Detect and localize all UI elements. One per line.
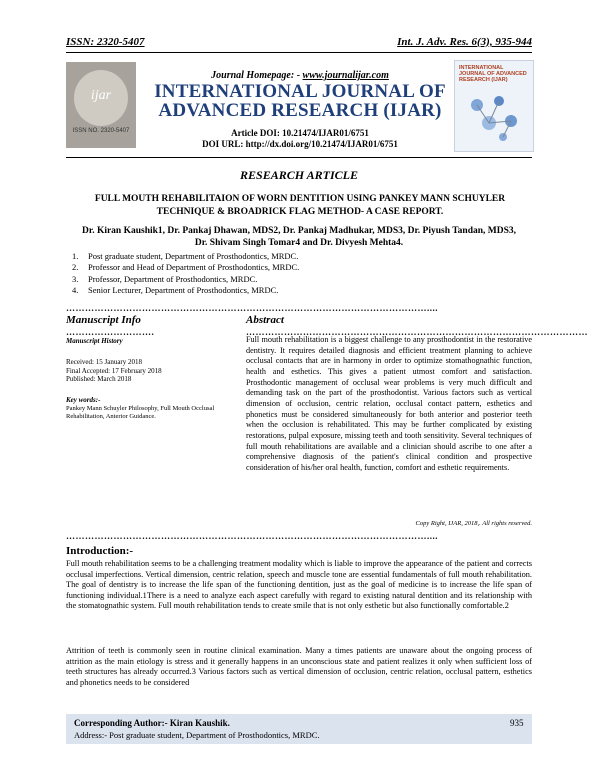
affiliation-item: 1. Post graduate student, Department of Prosthodontics, MRDC. [72,251,299,261]
article-doi: Article DOI: 10.21474/IJAR01/6751 [231,128,369,138]
manuscript-info-heading: Manuscript Info [66,314,141,326]
abstract-dots: ……………………………………………………………………………………………… [246,327,588,337]
section-divider: …………………………………………………………………………………………………….... [66,303,438,313]
affiliation-item: 2. Professor and Head of Department of Prosthodontics, MRDC. [72,262,300,273]
manuscript-history-label: Manuscript History [66,337,123,345]
authors-line-1: Dr. Kiran Kaushik1, Dr. Pankaj Dhawan, MDS2, Dr. Pankaj Madhukar, MDS3, Dr. Piyush Tandan, MDS3, [81,226,517,236]
published-date: Published: March 2018 [66,375,132,384]
affiliation-item: 4. Senior Lecturer, Department of Prosthodontics, MRDC. [72,284,279,295]
header-rule [66,52,532,53]
homepage-link[interactable]: www.journalijar.com [302,70,389,81]
article-title: FULL MOUTH REHABILITAION OF WORN DENTITION USING PANKEY MANN SCHUYLER TECHNIQUE & BROADRICK FLAG METHOD- A CASE REPORT. [94,194,506,217]
doi-url[interactable]: DOI URL: http://dx.doi.org/10.21474/IJAR01/6751 [202,139,398,150]
affiliations [72,251,532,296]
cover-title: INTERNATIONAL JOURNAL OF ADVANCED RESEARCH (IJAR) [459,65,527,84]
journal-title: INTERNATIONAL JOURNAL OF ADVANCED RESEARCH (IJAR) [154,81,446,121]
manuscript-dots: ………………………. [66,327,155,337]
abstract-heading: Abstract [246,314,284,326]
keywords-label: Key words:- [66,396,101,404]
logo-text: ijar [90,88,112,103]
logo-issn: ISSN NO. 2320-5407 [72,128,130,134]
page-number: 935 [510,718,524,728]
molecule-graphic-icon [465,91,523,143]
corresponding-author: Corresponding Author:- Kiran Kaushik. [74,718,230,728]
journal-homepage [150,70,450,81]
section-divider: …………………………………………………………………………………………………….... [66,531,438,541]
homepage-label: Journal Homepage: - [211,70,301,81]
logo-emblem-icon [74,70,128,126]
citation-header: Int. J. Adv. Res. 6(3), 935-944 [397,36,532,48]
introduction-heading: Introduction:- [66,545,134,557]
journal-cover-image [454,60,534,152]
authors [66,225,532,250]
received-date: Received: 15 January 2018 [66,357,143,366]
doi-block [150,128,450,151]
keywords: Pankey Mann Schuyler Philosophy, Full Mouth Occlusal Rehabilitation, Anterior Guidance. [66,404,215,420]
ijar-logo [66,62,136,148]
intro-paragraph-2: Attrition of teeth is commonly seen in routine clinical examination. Many a times patients are unaware about the ongoing process of attrition as the main etiology is stress and it generally happens in an unconscious state and patient realizes it only when sufficient loss of teeth structures has already occurred.3 Various factors such as vertical dimension of occlusion, centric relation, occlusal pattern, esthetics and phonetics needs to be considered [66,646,532,687]
author-address: Address:- Post graduate student, Department of Prosthodontics, MRDC. [74,730,320,740]
article-type: RESEARCH ARTICLE [240,168,358,182]
affiliation-item: 3. Professor, Department of Prosthodontics, MRDC. [72,273,258,284]
abstract-text: Full mouth rehabilitation is a biggest challenge to any prosthodontist in the restorative dentistry. It requires detailed diagnosis and efficient treatment planning to achieve occlusal contacts that are in harmony in order to optimize stomathognathic function, health and esthetics. This gives a patient utmost comfort and satisfaction. Prosthodontic management of occlusal wear problems is very much difficult and demanding task on the part of the prosthodontist. Various factors such as vertical dimension of occlusion, centric relation, occlusal contact pattern, esthetics and phonetics must be considered simultaneously for both anterior and posterior teeth when the occlusion is rehabilitated. This may be further complicated by existing restorations, pulpal exposure, missing teeth and tooth sensitivity. Several techniques of full mouth rehabilitations are available and a clinician should ascribe to one after a comprehensive diagnosis of the patient's clinical condition and prospective consideration of his/her oral health, function, comfort and esthetic requirements. [246,335,532,472]
copyright: Copy Right, IJAR, 2018,. All rights reserved. [415,520,532,527]
accepted-date: Final Accepted: 17 February 2018 [66,366,162,375]
manuscript-info [66,337,226,421]
corresponding-author-box [66,714,532,744]
authors-line-2: Dr. Shivam Singh Tomar4 and Dr. Divyesh Mehta4. [194,238,404,249]
intro-paragraph-1: Full mouth rehabilitation seems to be a challenging treatment modality which is liable to improve the appearance of the patient and corrects occlusal imperfections. Vertical dimension, centric relation, speech and muscle tone are essential fundamentals of full mouth rehabilitation. The goal of dentistry is to increase the life span of the functioning dentition, just as the goal of medicine is to increase the life span of functioning individual.1There is a need to analyze each aspect carefully with regard to existing natural dentition and its relationship with the stomatognathic system. Full mouth rehabilitation tends to create smile that is not only esthetic but also functionally comfortable.2 [66,559,532,611]
issn-header: ISSN: 2320-5407 [66,36,145,48]
